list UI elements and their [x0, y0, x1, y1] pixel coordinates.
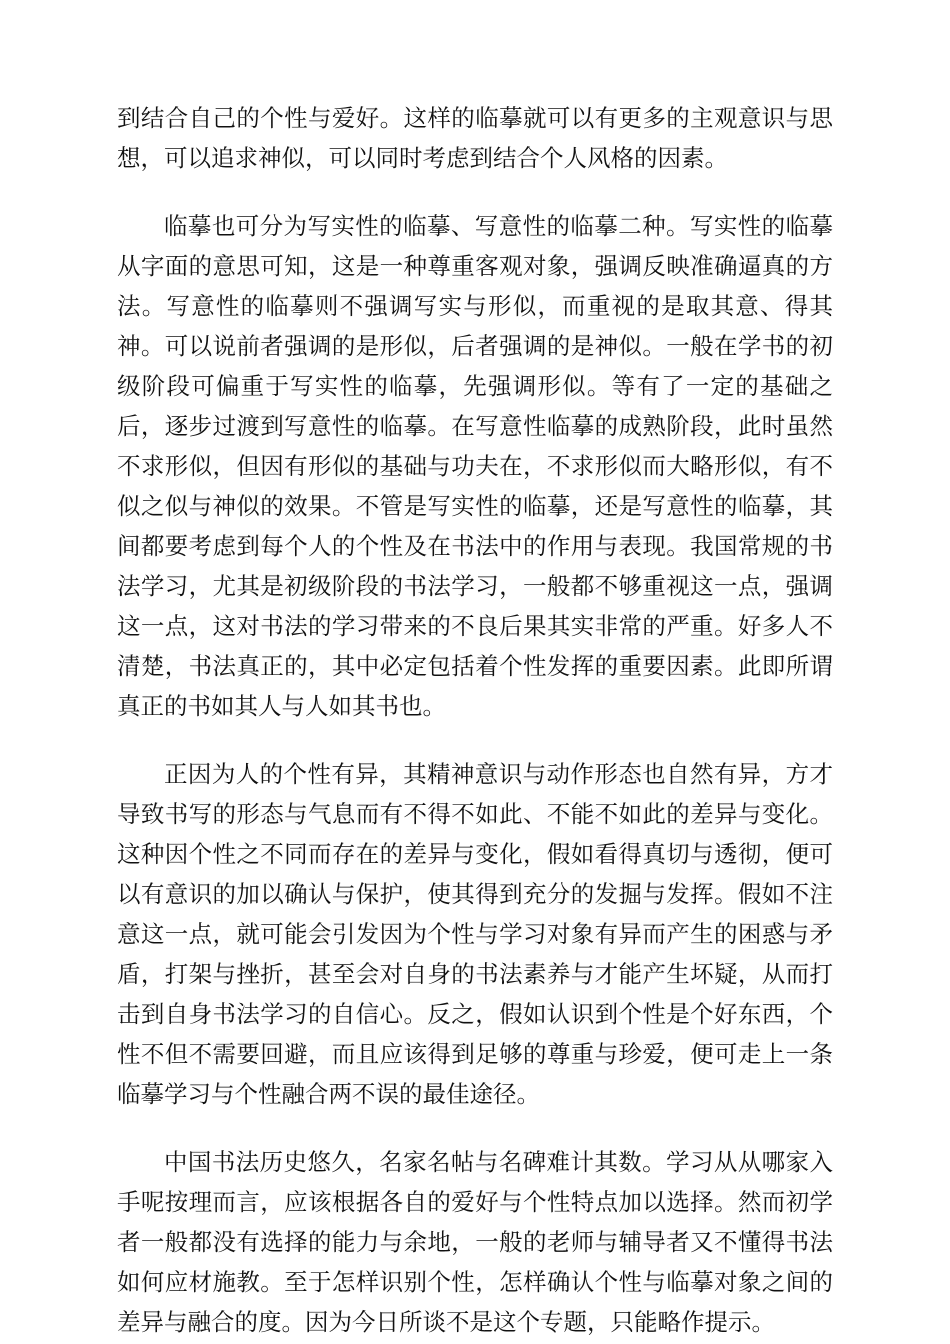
paragraph-3: 正因为人的个性有异，其精神意识与动作形态也自然有异，方才导致书写的形态与气息而有不得不如此、不能不如此的差异与变化。这种因个性之不同而存在的差异与变化，假如看得真切与透彻，便可以有意识的加以确认与保护，使其得到充分的发掘与发挥。假如不注意这一点，就可能会引发因为个性与学习对象有异而产生的困惑与矛盾，打架与挫折，甚至会对自身的书法素养与才能产生坏疑，从而打击到自身书法学习的自信心。反之，假如认识到个性是个好东西，个性不但不需要回避，而且应该得到足够的尊重与珍爱，便可走上一条临摹学习与个性融合两不误的最佳途径。	[117, 760, 833, 1108]
paragraph-2: 临摹也可分为写实性的临摹、写意性的临摹二种。写实性的临摹从字面的意思可知，这是一种尊重客观对象，强调反映准确逼真的方法。写意性的临摹则不强调写实与形似，而重视的是取其意、得其神。可以说前者强调的是形似，后者强调的是神似。一般在学书的初级阶段可偏重于写实性的临摹，先强调形似。等有了一定的基础之后，逐步过渡到写意性的临摹。在写意性临摹的成熟阶段，此时虽然不求形似，但因有形似的基础与功夫在，不求形似而大略形似，有不似之似与神似的效果。不管是写实性的临摹，还是写意性的临摹，其间都要考虑到每个人的个性及在书法中的作用与表现。我国常规的书法学习，尤其是初级阶段的书法学习，一般都不够重视这一点，强调这一点，这对书法的学习带来的不良后果其实非常的严重。好多人不清楚，书法真正的，其中必定包括着个性发挥的重要因素。此即所谓真正的书如其人与人如其书也。	[117, 212, 833, 720]
document-body	[117, 98, 833, 1342]
paragraph-4: 中国书法历史悠久，名家名帖与名碑难计其数。学习从从哪家入手呢按理而言，应该根据各自的爱好与个性特点加以选择。然而初学者一般都没有选择的能力与余地，一般的老师与辅导者又不懂得书法如何应材施教。至于怎样识别个性，怎样确认个性与临摹对象之间的差异与融合的度。因为今日所谈不是这个专题，只能略作提示。	[117, 1148, 833, 1336]
paragraph-1: 到结合自己的个性与爱好。这样的临摹就可以有更多的主观意识与思想，可以追求神似，可以同时考虑到结合个人风格的因素。	[117, 104, 833, 172]
